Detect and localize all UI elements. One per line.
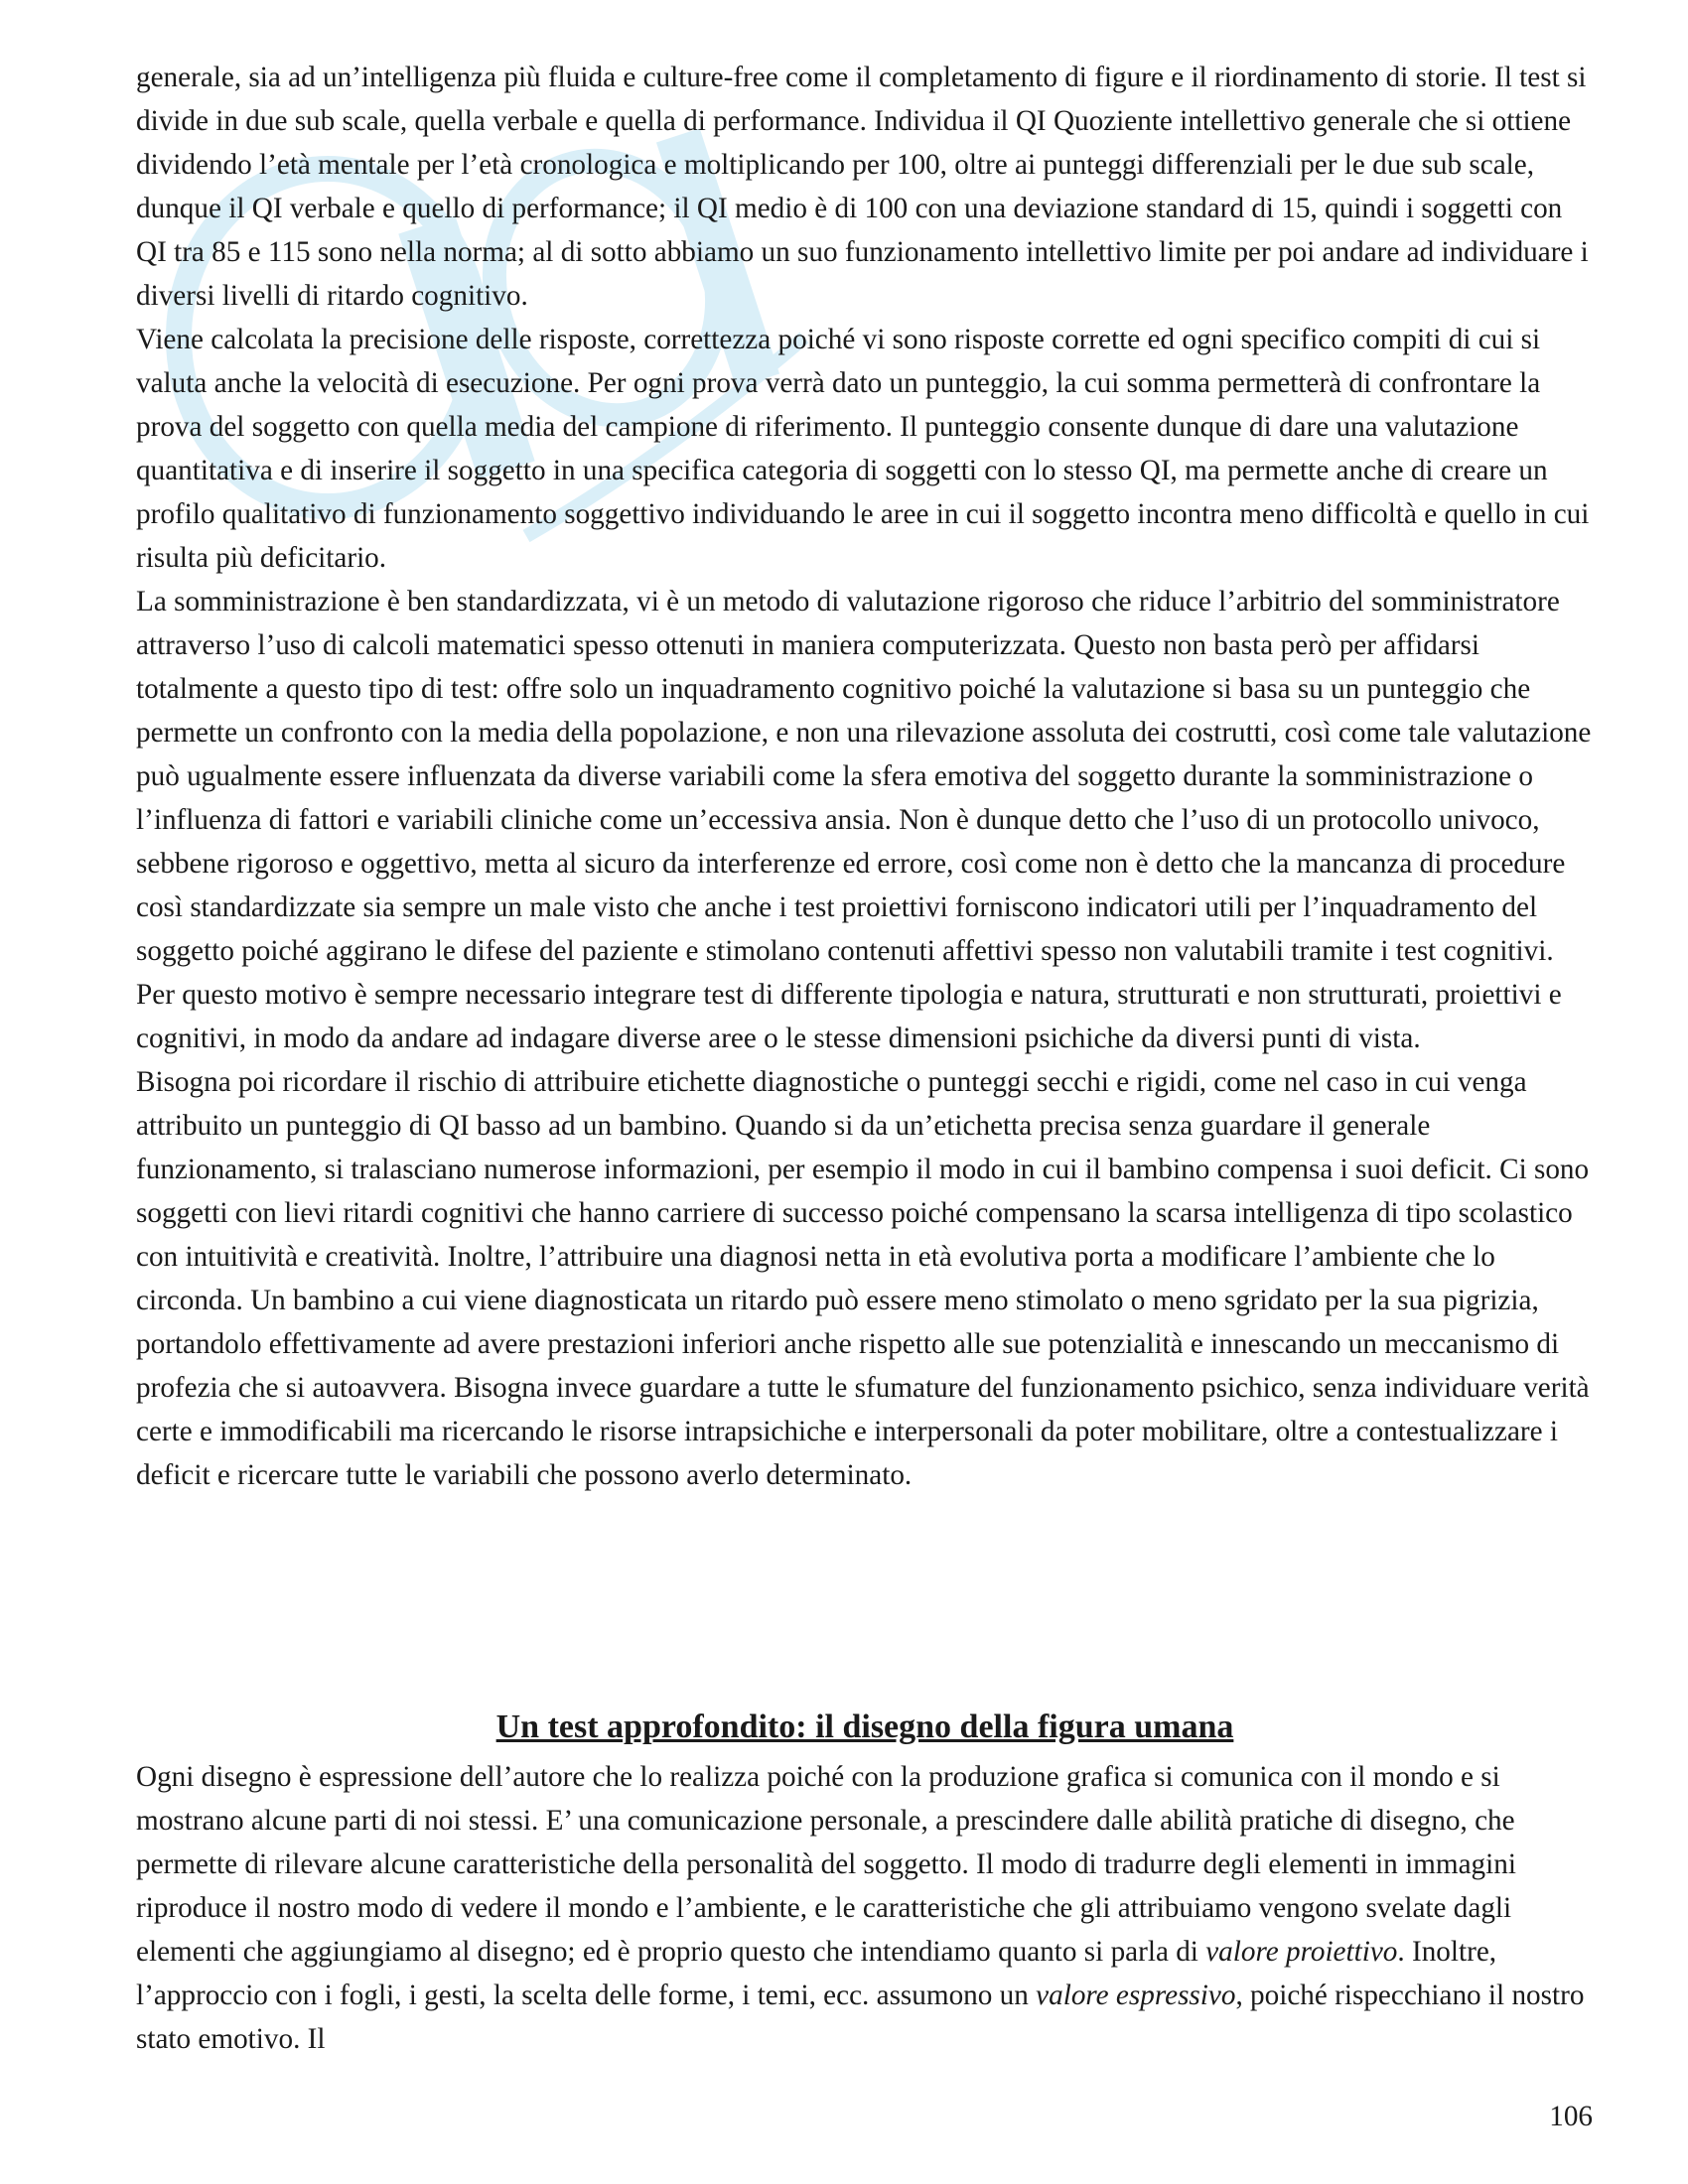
paragraph-wais-description: generale, sia ad un’intelligenza più fluida e culture-free come il completamento di figure e il riordinamento di storie. Il test si divide in due sub scale, quella verbale e quella di performance. Individua il QI Quoziente intellettivo generale che si ottiene dividendo l’età mentale per l’età cronologica e moltiplicando per 100, oltre ai punteggi differenziali per le due sub scale, dunque il QI verbale e quello di performance; il QI medio è di 100 con una deviazione standard di 15, quindi i soggetti con QI tra 85 e 115 sono nella norma; al di sotto abbiamo un suo funzionamento intellettivo limite per poi andare ad individuare i diversi livelli di ritardo cognitivo. (136, 62, 1589, 312)
paragraph-human-figure-drawing (136, 1755, 1594, 2061)
italic-term-expressive-value: valore espressivo (1036, 1979, 1236, 2011)
paragraph-diagnostic-labels: Bisogna poi ricordare il rischio di attribuire etichette diagnostiche o punteggi secchi e rigidi, come nel caso in cui venga attribuito un punteggio di QI basso ad un bambino. Quando si da un’etichetta precisa senza guardare il generale funzionamento, si tralasciano numerose informazioni, per esempio il modo in cui il bambino compensa i suoi deficit. Ci sono soggetti con lievi ritardi cognitivi che hanno carriere di successo poiché compensano la scarsa intelligenza di tipo scolastico con intuitività e creatività. Inoltre, l’attribuire una diagnosi netta in età evolutiva porta a modificare l’ambiente che lo circonda. Un bambino a cui viene diagnosticata un ritardo può essere meno stimolato o meno sgridato per la sua pigrizia, portandolo effettivamente ad avere prestazioni inferiori anche rispetto alle sue potenzialità e innescando un meccanismo di profezia che si autoavvera. Bisogna invece guardare a tutte le sfumature del funzionamento psichico, senza individuare verità certe e immodificabili ma ricercando le risorse intrapsichiche e interpersonali da poter mobilitare, oltre a contestualizzare i deficit e ricercare tutte le variabili che possono averlo determinato. (136, 1066, 1590, 1491)
paragraph-standardization: La somministrazione è ben standardizzata, vi è un metodo di valutazione rigoroso che riduce l’arbitrio del somministratore attraverso l’uso di calcoli matematici spesso ottenuti in maniera computerizzata. Questo non basta però per affidarsi totalmente a questo tipo di test: offre solo un inquadramento cognitivo poiché la valutazione si basa su un punteggio che permette un confronto con la media della popolazione, e non una rilevazione assoluta dei costrutti, così come tale valutazione può ugualmente essere influenzata da diverse variabili come la sfera emotiva del soggetto durante la somministrazione o l’influenza di fattori e variabili cliniche come un’eccessiva ansia. Non è dunque detto che l’uso di un protocollo univoco, sebbene rigoroso e oggettivo, metta al sicuro da interferenze ed errore, così come non è detto che la mancanza di procedure così standardizzate sia sempre un male visto che anche i test proiettivi forniscono indicatori utili per l’inquadramento del soggetto poiché aggirano le difese del paziente e stimolano contenuti affettivi spesso non valutabili tramite i test cognitivi. Per questo motivo è sempre necessario integrare test di differente tipologia e natura, strutturati e non strutturati, proiettivi e cognitivi, in modo da andare ad indagare diverse aree o le stesse dimensioni psichiche da diversi punti di vista. (136, 586, 1592, 1054)
paragraph-text-part2: . Inoltre, l’approccio con i fogli, i gesti, la scelta delle forme, i temi, ecc. assumono un (136, 1936, 1497, 2011)
page-number: 106 (1549, 2101, 1593, 2132)
paragraph-text-part1: Ogni disegno è espressione dell’autore che lo realizza poiché con la produzione grafica si comunica con il mondo e si mostrano alcune parti di noi stessi. E’ una comunicazione personale, a prescindere dalle abilità pratiche di disegno, che permette di rilevare alcune caratteristiche della personalità del soggetto. Il modo di tradurre degli elementi in immagini riproduce il nostro modo di vedere il mondo e l’ambiente, e le caratteristiche che gli attribuiamo vengono svelate dagli elementi che aggiungiamo al disegno; ed è proprio questo che intendiamo quanto si parla di (136, 1761, 1516, 1968)
paragraph-text-part3: , poiché rispecchiano il nostro stato emotivo. Il (136, 1979, 1585, 2055)
italic-term-projective-value: valore proiettivo (1205, 1936, 1398, 1968)
section-paragraph (136, 1755, 1594, 2061)
document-page (136, 56, 1594, 2055)
paragraph-scoring: Viene calcolata la precisione delle risposte, correttezza poiché vi sono risposte corrette ed ogni specifico compiti di cui si valuta anche la velocità di esecuzione. Per ogni prova verrà dato un punteggio, la cui somma permetterà di confrontare la prova del soggetto con quella media del campione di riferimento. Il punteggio consente dunque di dare una valutazione quantitativa e di inserire il soggetto in una specifica categoria di soggetti con lo stesso QI, ma permette anche di creare un profilo qualitativo di funzionamento soggettivo individuando le aree in cui il soggetto incontra meno difficoltà e quello in cui risulta più deficitario. (136, 324, 1590, 574)
section-heading: Un test approfondito: il disegno della figura umana (495, 1708, 1234, 1745)
